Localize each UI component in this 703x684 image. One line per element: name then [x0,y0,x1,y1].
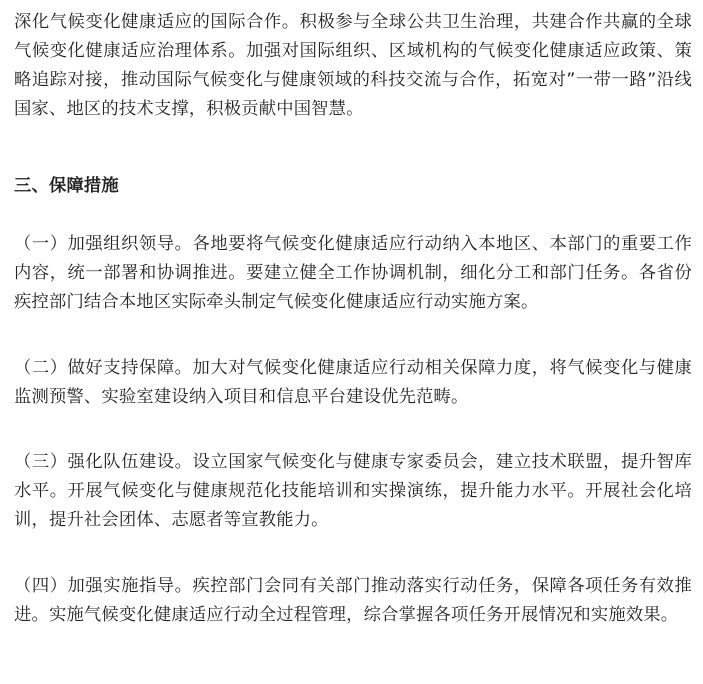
measure-paragraph-1: （一）加强组织领导。各地要将气候变化健康适应行动纳入本地区、本部门的重要工作内容，统一部署和协调推进。要建立健全工作协调机制，细化分工和部门任务。各省份疾控部门结合本地区实际牵头制定气候变化健康适应行动实施方案。 [14,234,692,312]
intro-paragraph: 深化气候变化健康适应的国际合作。积极参与全球公共卫生治理，共建合作共赢的全球气候变化健康适应治理体系。加强对国际组织、区域机构的气候变化健康适应政策、策略追踪对接，推动国际气候变化与健康领域的科技交流与合作，拓宽对”一带一路”沿线国家、地区的技术支撑，积极贡献中国智慧。 [14,12,692,119]
measure-paragraph-4: （四）加强实施指导。疾控部门会同有关部门推动落实行动任务，保障各项任务有效推进。实施气候变化健康适应行动全过程管理，综合掌握各项任务开展情况和实施效果。 [14,576,692,625]
section-heading: 三、保障措施 [14,176,119,196]
measure-paragraph-2: （二）做好支持保障。加大对气候变化健康适应行动相关保障力度，将气候变化与健康监测预警、实验室建设纳入项目和信息平台建设优先范畴。 [14,358,692,407]
measure-paragraph-3: （三）强化队伍建设。设立国家气候变化与健康专家委员会，建立技术联盟，提升智库水平。开展气候变化与健康规范化技能培训和实操演练，提升能力水平。开展社会化培训，提升社会团体、志愿者等宣教能力。 [14,452,692,530]
